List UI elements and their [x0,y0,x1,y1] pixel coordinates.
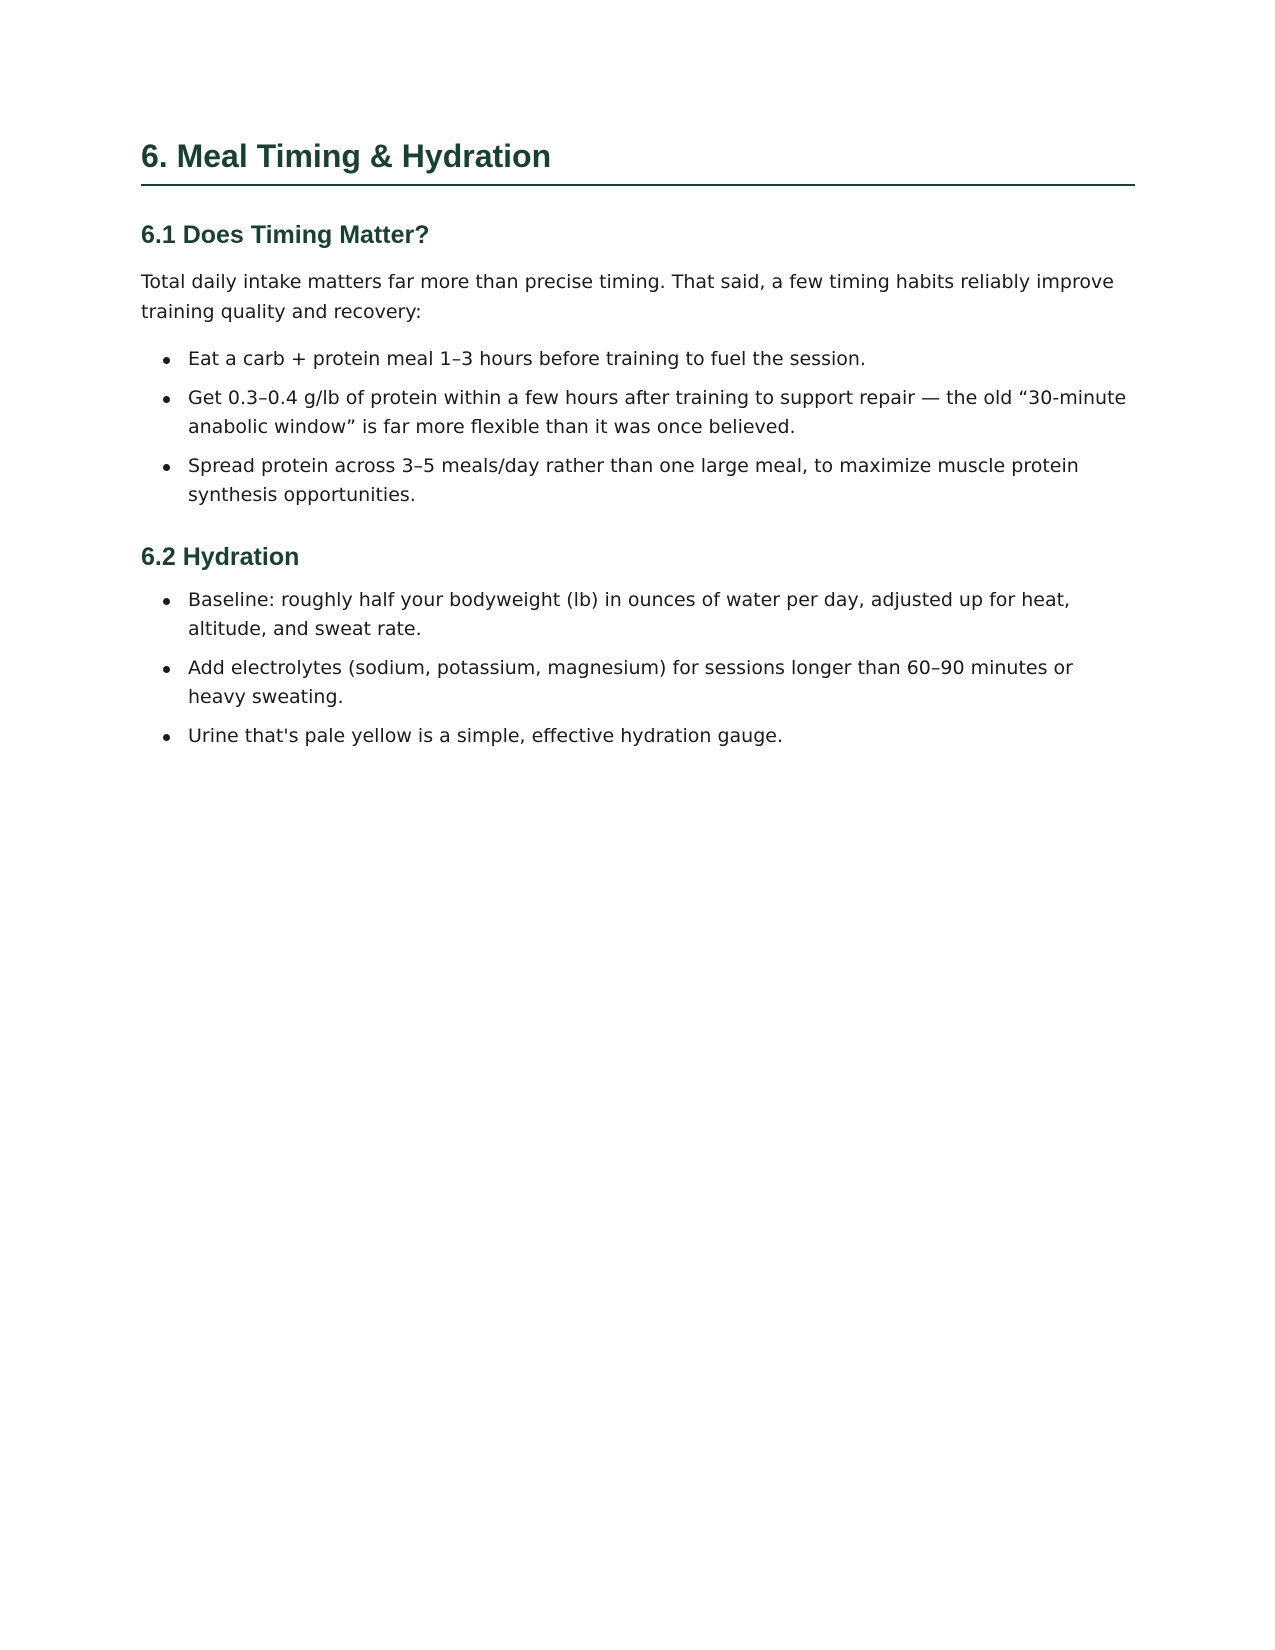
subsection-title-hydration: 6.2 Hydration [141,543,300,571]
list-item-text: Baseline: roughly half your bodyweight (lb) in ounces of water per day, adjusted up for heat, altitude, and sweat rate. [188,589,1071,640]
list-item [141,722,1135,751]
bullet-icon [163,396,170,403]
list-item [141,384,1135,442]
hydration-bullet-list [141,586,1135,751]
document-page [141,136,1135,761]
list-item-text: Urine that's pale yellow is a simple, effective hydration gauge. [188,725,784,747]
list-item-text: Get 0.3–0.4 g/lb of protein within a few hours after training to support repair — the old “30-minute anabolic window” is far more flexible than it was once believed. [188,387,1127,438]
bullet-icon [163,734,170,741]
list-item-text: Spread protein across 3–5 meals/day rather than one large meal, to maximize muscle protein synthesis opportunities. [188,455,1079,506]
timing-bullet-list [141,345,1135,510]
list-item [141,654,1135,712]
bullet-icon [163,464,170,471]
list-item-text: Eat a carb + protein meal 1–3 hours before training to fuel the session. [188,348,866,370]
bullet-icon [163,357,170,364]
list-item-text: Add electrolytes (sodium, potassium, magnesium) for sessions longer than 60–90 minutes or heavy sweating. [188,657,1073,708]
list-item [141,586,1135,644]
subsection-title-timing: 6.1 Does Timing Matter? [141,221,430,249]
list-item [141,452,1135,510]
timing-intro-paragraph: Total daily intake matters far more than precise timing. That said, a few timing habits reliably improve training quality and recovery: [141,271,1114,323]
section-title: 6. Meal Timing & Hydration [141,136,1135,186]
list-item [141,345,1135,374]
bullet-icon [163,666,170,673]
bullet-icon [163,598,170,605]
